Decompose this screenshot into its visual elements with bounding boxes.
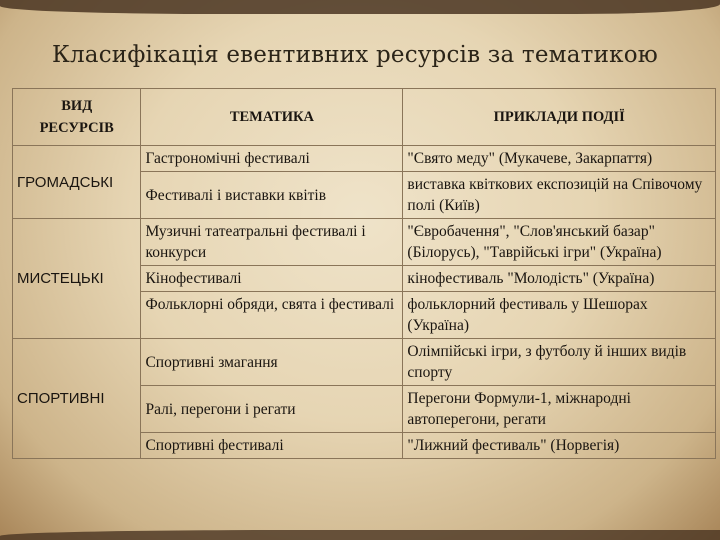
example-cell: Перегони Формули-1, міжнародні автоперегони, регати [403, 386, 716, 433]
slide-title: Класифікація евентивних ресурсів за тематикою [52, 42, 658, 68]
header-tematyka: ТЕМАТИКА [141, 89, 403, 146]
table-row [13, 146, 716, 172]
torn-edge-top [0, 0, 720, 14]
table-row [13, 339, 716, 386]
example-cell: виставка квіткових експозицій на Співочому полі (Київ) [403, 172, 716, 219]
category-cell: СПОРТИВНІ [13, 339, 141, 459]
example-cell: "Свято меду" (Мукачеве, Закарпаття) [403, 146, 716, 172]
header-vid-resursiv [13, 89, 141, 146]
example-cell: Олімпійські ігри, з футболу й інших видів спорту [403, 339, 716, 386]
header-vid-line2: РЕСУРСІВ [39, 120, 114, 136]
classification-table [12, 88, 716, 459]
theme-cell: Кінофестивалі [141, 266, 403, 292]
theme-cell: Спортивні фестивалі [141, 433, 403, 459]
header-pryklady: ПРИКЛАДИ ПОДІЇ [403, 89, 716, 146]
theme-cell: Гастрономічні фестивалі [141, 146, 403, 172]
header-row [13, 89, 716, 146]
theme-cell: Фольклорні обряди, свята і фестивалі [141, 292, 403, 339]
header-vid-line1: ВИД [61, 98, 93, 114]
torn-edge-bottom [0, 530, 720, 540]
theme-cell: Ралі, перегони і регати [141, 386, 403, 433]
example-cell: кінофестиваль "Молодість" (Україна) [403, 266, 716, 292]
theme-cell: Музичні татеатральні фестивалі і конкурси [141, 219, 403, 266]
example-cell: фольклорний фестиваль у Шешорах (Україна) [403, 292, 716, 339]
example-cell: "Євробачення", "Слов'янський базар" (Білорусь), "Таврійські ігри" (Україна) [403, 219, 716, 266]
category-cell: ГРОМАДСЬКІ [13, 146, 141, 219]
table-row [13, 219, 716, 266]
category-cell: МИСТЕЦЬКІ [13, 219, 141, 339]
example-cell: "Лижний фестиваль" (Норвегія) [403, 433, 716, 459]
theme-cell: Спортивні змагання [141, 339, 403, 386]
theme-cell: Фестивалі і виставки квітів [141, 172, 403, 219]
